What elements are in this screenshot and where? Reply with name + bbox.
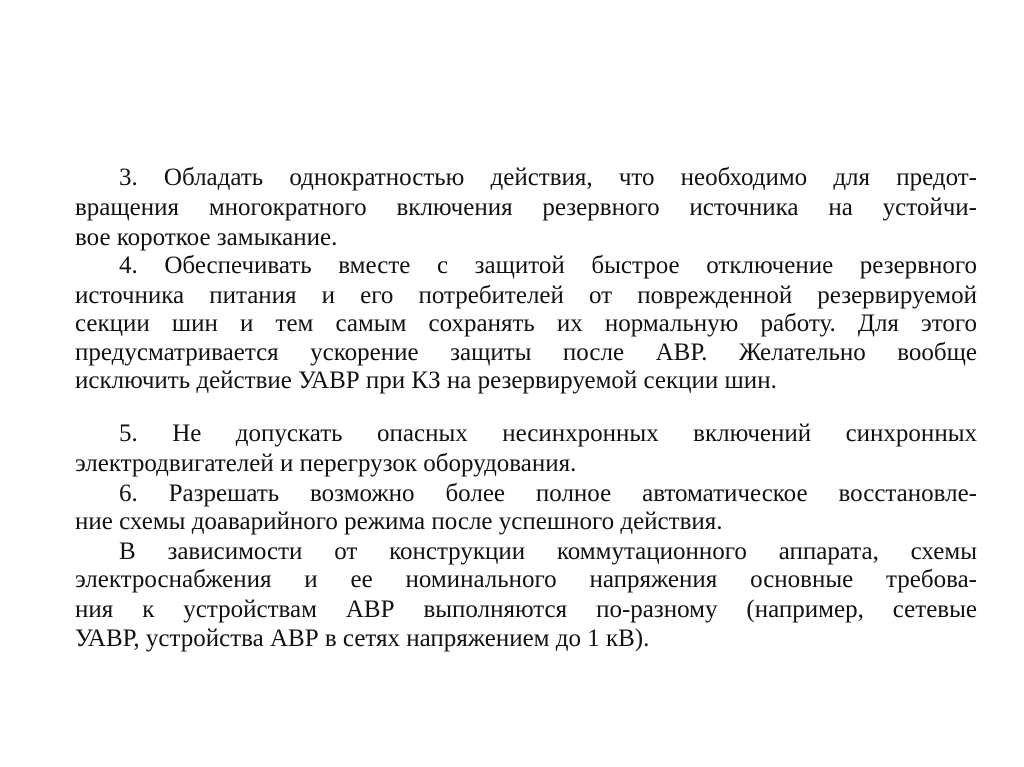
closing-paragraph-line-3: ния к устройствам АВР выполняются по-разному (например, сетевые (75, 596, 977, 623)
closing-paragraph-line-2: электроснабжения и ее номинального напряжения основные требова- (75, 566, 977, 593)
closing-paragraph-line-1: В зависимости от конструкции коммутационного аппарата, схемы (119, 538, 977, 565)
paragraph-4-line-3: секции шин и тем самым сохранять их нормальную работу. Для этого (75, 310, 977, 337)
paragraph-3-line-3: вое короткое замыкание. (75, 224, 338, 251)
paragraph-6-line-2: ние схемы доаварийного режима после успешного действия. (75, 508, 723, 535)
paragraph-4-line-4: предусматривается ускорение защиты после АВР. Желательно вообще (75, 339, 977, 366)
paragraph-5-line-1: 5. Не допускать опасных несинхронных включений синхронных (119, 420, 977, 447)
paragraph-4-line-1: 4. Обеспечивать вместе с защитой быстрое отключение резервного (119, 252, 977, 279)
paragraph-6-line-1: 6. Разрешать возможно более полное автоматическое восстановле- (119, 480, 977, 507)
paragraph-3-line-1: 3. Обладать однократностью действия, что необходимо для предот- (119, 164, 977, 191)
paragraph-4-line-2: источника питания и его потребителей от поврежденной резервируемой (75, 282, 977, 309)
paragraph-3-line-2: вращения многократного включения резервного источника на устойчи- (75, 194, 977, 221)
closing-paragraph-line-4: УАВР, устройства АВР в сетях напряжением до 1 кВ). (75, 625, 650, 652)
paragraph-4-line-5: исключить действие УАВР при КЗ на резервируемой секции шин. (75, 367, 777, 394)
paragraph-5-line-2: электродвигателей и перегрузок оборудования. (75, 450, 577, 477)
